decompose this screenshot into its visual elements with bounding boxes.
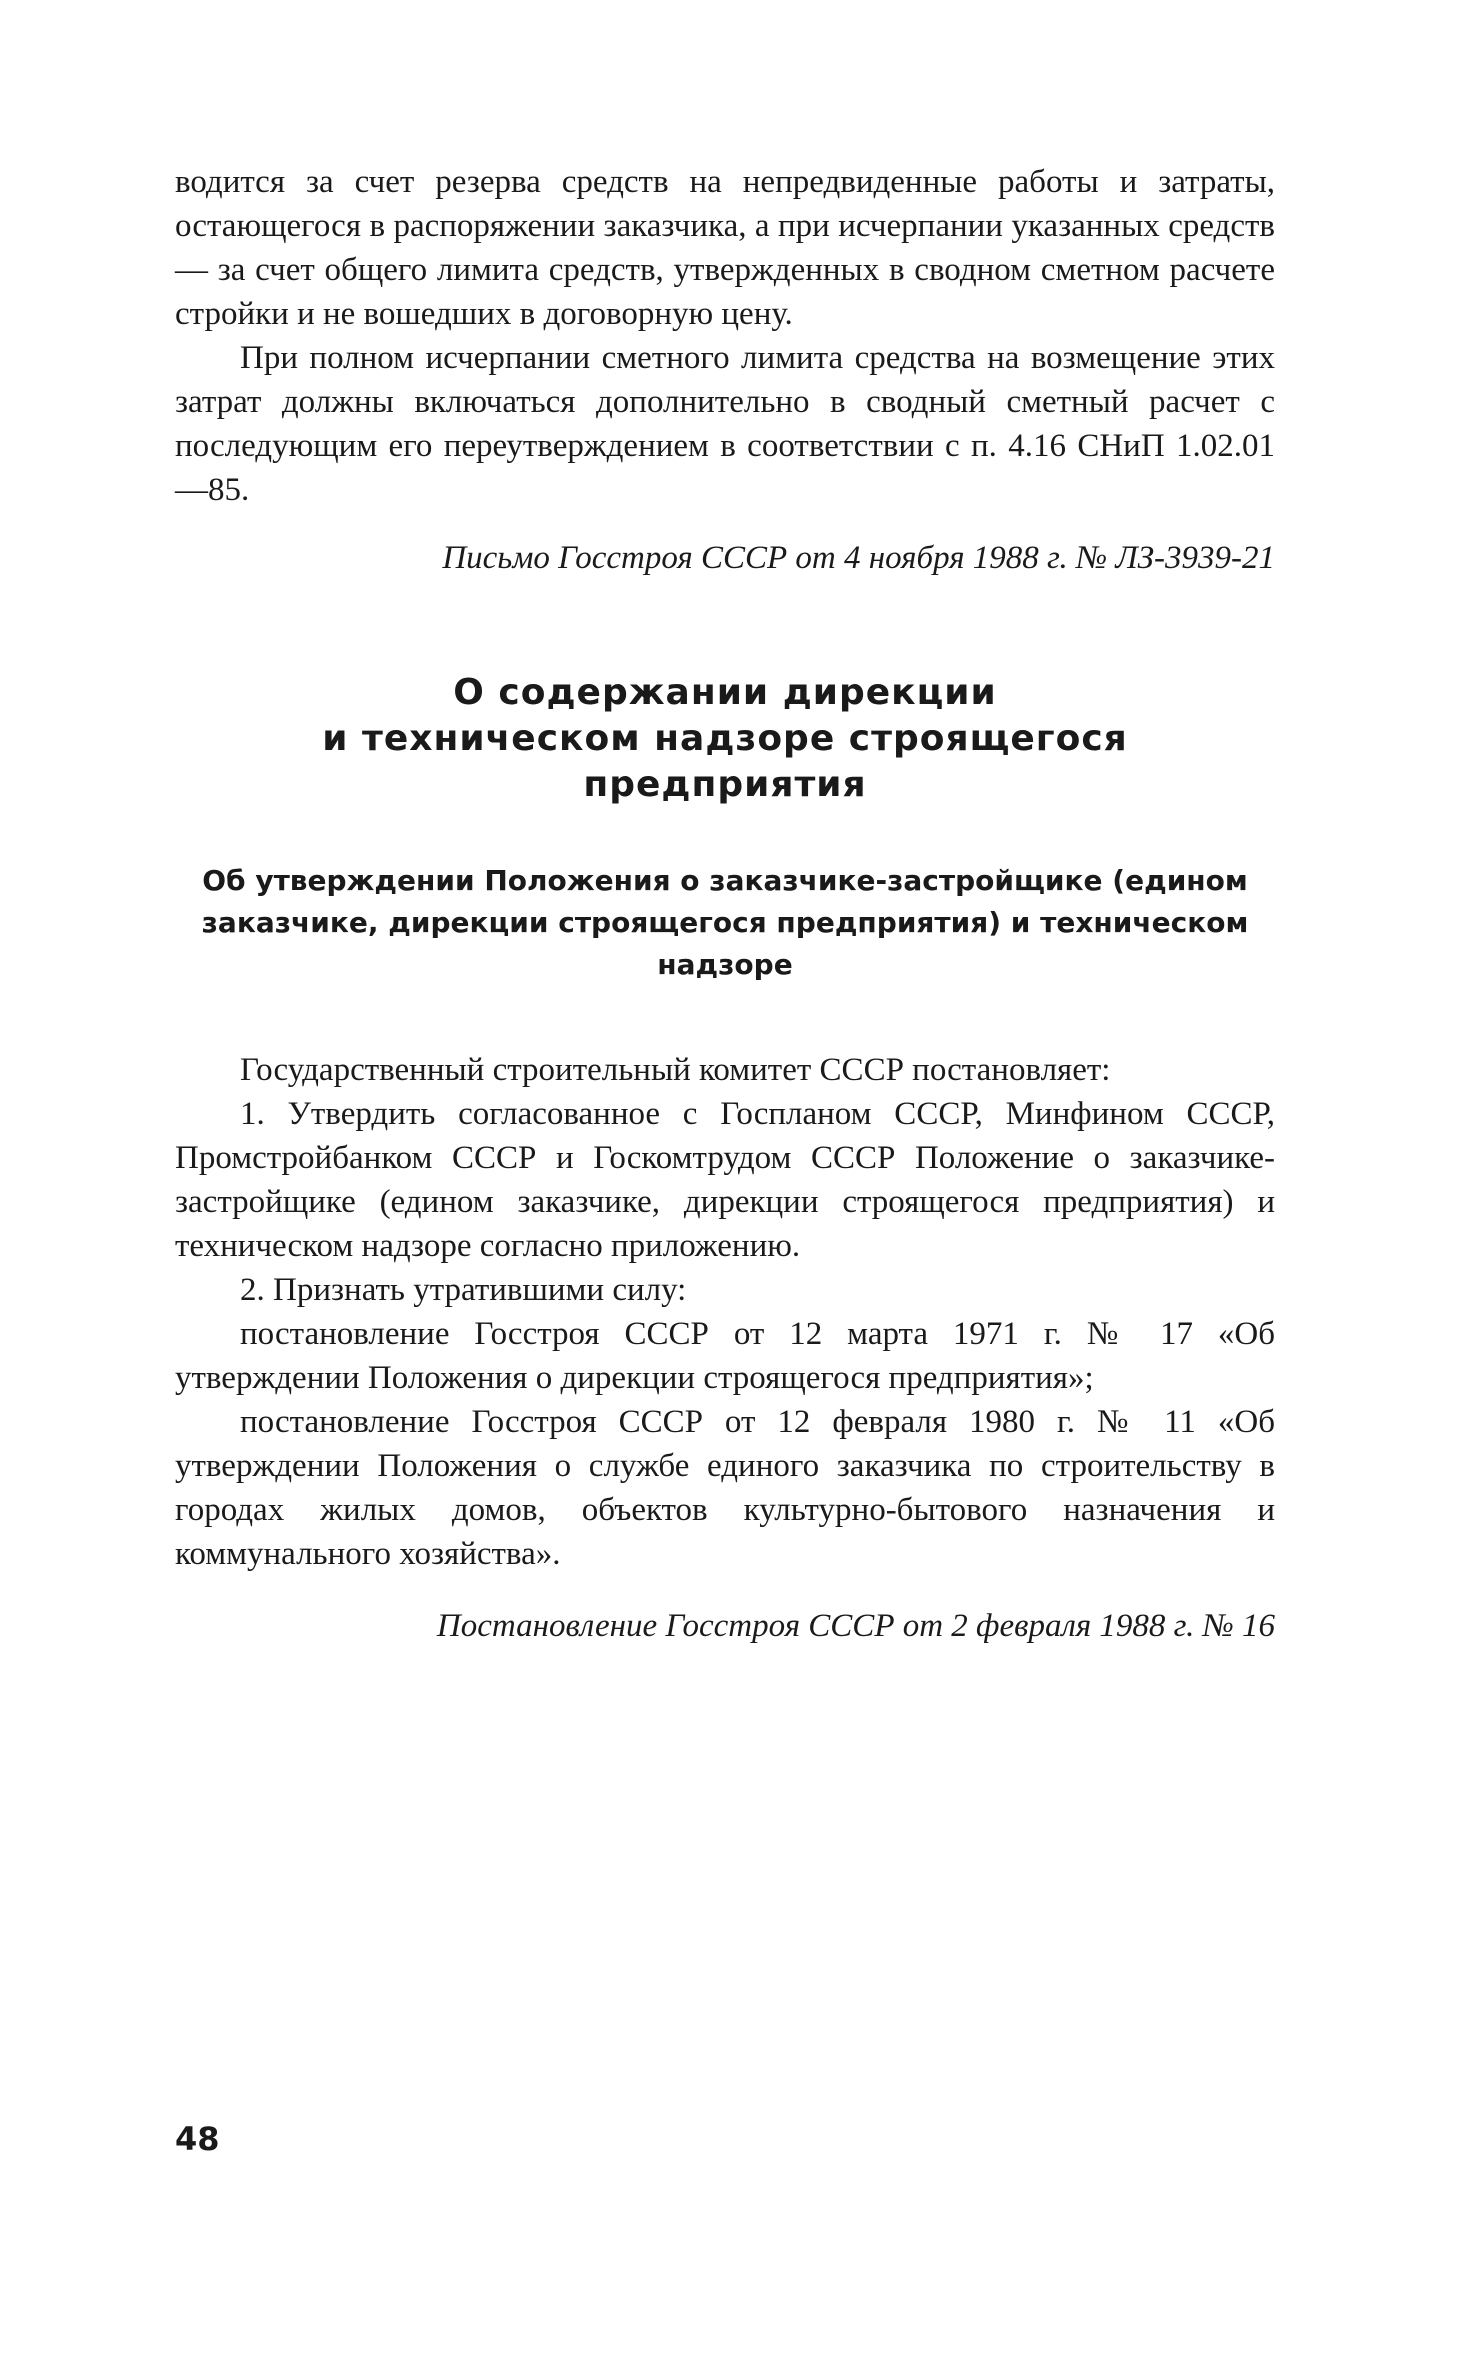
section-title-line-1: О содержании дирекции (453, 672, 997, 713)
intro-paragraph-1: водится за счет резерва средств на непредвиденные работы и затраты, остающегося в распоряжении заказчика, а при исчерпании указанных средств — за счет общего лимита средств, утвержденных в сводном сметном расчете стройки и не вошедших в договорную цену. (175, 164, 1275, 332)
letter-source: Письмо Госстроя СССР от 4 ноября 1988 г. № ЛЗ-3939-21 (442, 540, 1275, 576)
decree-paragraph-4: постановление Госстроя СССР от 12 марта 1971 г. № 17 «Об утверждении Положения о дирекции строящегося предприятия»; (175, 1316, 1275, 1396)
page-number: 48 (175, 2120, 220, 2158)
decree-paragraph-3: 2. Признать утратившими силу: (240, 1272, 687, 1308)
decree-paragraph-5: постановление Госстроя СССР от 12 февраля 1980 г. № 11 «Об утверждении Положения о службе единого заказчика по строительству в городах жилых домов, объектов культурно-бытового назначения и коммунального хозяйства». (175, 1404, 1275, 1572)
decree-source: Постановление Госстроя СССР от 2 февраля 1988 г. № 16 (436, 1608, 1275, 1644)
decree-paragraph-2: 1. Утвердить согласованное с Госпланом СССР, Минфином СССР, Промстройбанком СССР и Госкомтрудом СССР Положение о заказчике-застройщике (едином заказчике, дирекции строящегося предприятия) и техническом надзоре согласно приложению. (175, 1096, 1275, 1264)
intro-paragraph-2: При полном исчерпании сметного лимита средства на возмещение этих затрат должны включаться дополнительно в сводный сметный расчет с последующим его переутверждением в соответствии с п. 4.16 СНиП 1.02.01—85. (175, 340, 1275, 508)
section-title-line-2: и техническом надзоре строящегося предприятия (322, 718, 1128, 805)
decree-paragraph-1: Государственный строительный комитет СССР постановляет: (240, 1052, 1111, 1088)
section-subtitle: Об утверждении Положения о заказчике-застройщике (едином заказчике, дирекции строящегося предприятия) и техническом надзоре (201, 864, 1249, 981)
page-content (175, 160, 1275, 1648)
